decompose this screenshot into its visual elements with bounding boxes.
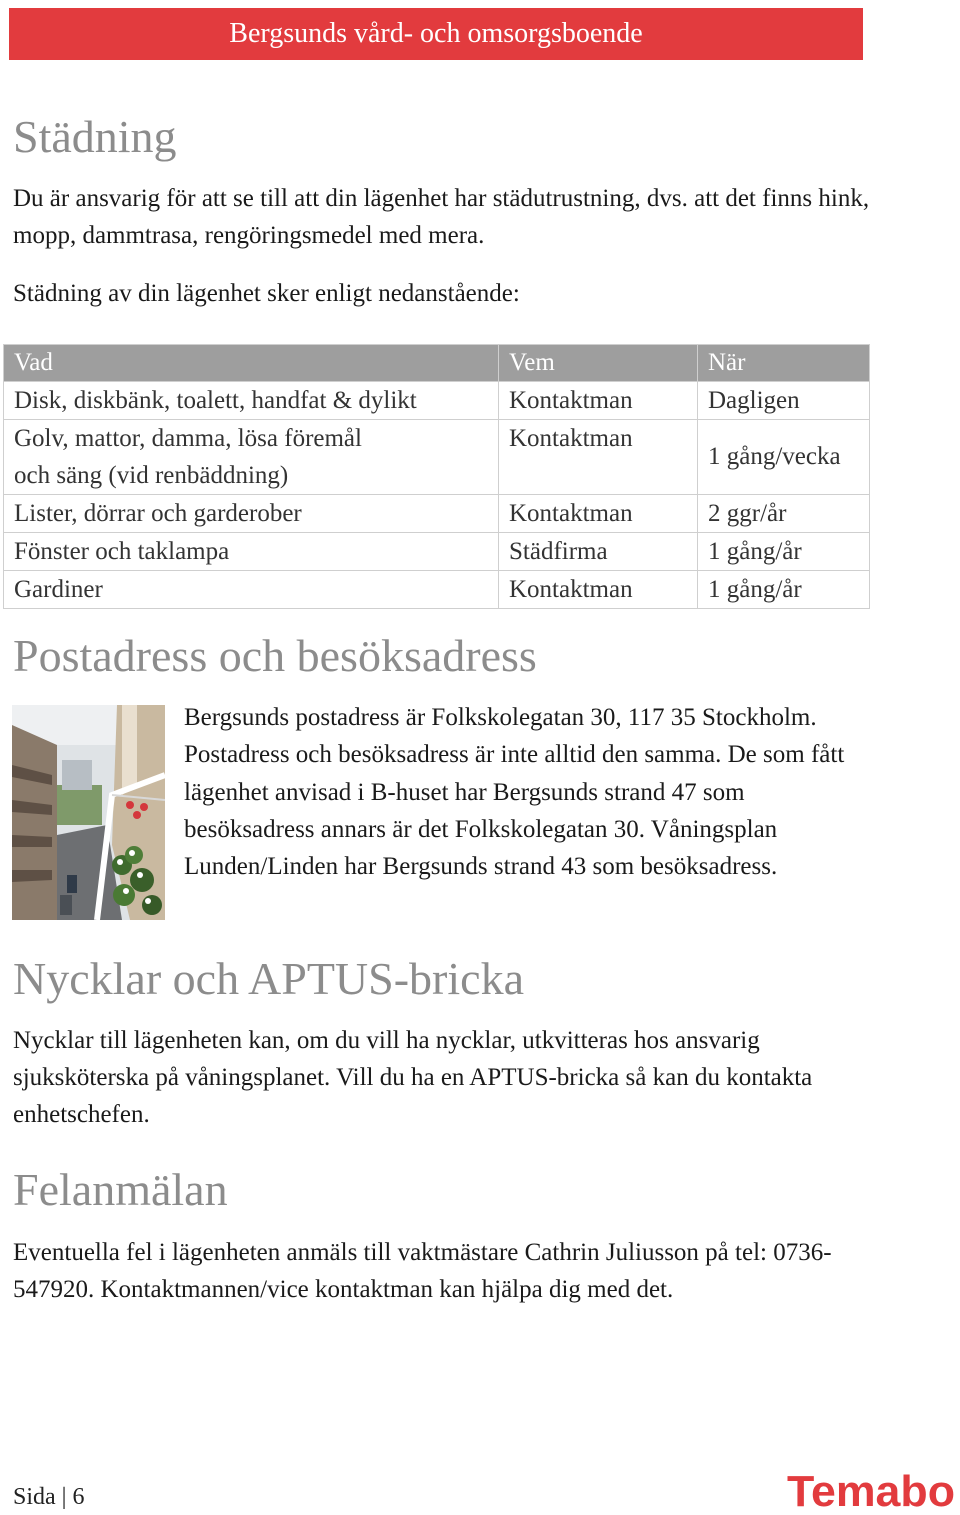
table-cell: 1 gång/år: [698, 571, 870, 609]
table-row: [4, 382, 870, 420]
table-cell: Gardiner: [4, 571, 499, 609]
balcony-street-photo: [12, 705, 165, 920]
table-row: [4, 495, 870, 533]
table-header: Vad: [4, 345, 499, 382]
cleaning-intro: Du är ansvarig för att se till att din lägenhet har städutrustning, dvs. att det finns hink, mopp, dammtrasa, rengöringsmedel med mera.: [13, 185, 870, 249]
table-cell: Dagligen: [698, 382, 870, 420]
cleaning-heading: Städning: [13, 111, 177, 162]
address-text: Bergsunds postadress är Folkskolegatan 30, 117 35 Stockholm. Postadress och besöksadress är inte alltid den samma. De som fått lägenhet anvisad i B-huset har Bergsunds strand 47 som besöksadress annars är det Folkskolegatan 30. Våningsplan Lunden/Linden har Bergsunds strand 43 som besöksadress.: [184, 704, 845, 881]
table-cell: Kontaktman: [499, 382, 698, 420]
address-heading: Postadress och besöksadress: [13, 630, 537, 681]
header-title: Bergsunds vård- och omsorgsboende: [229, 18, 643, 49]
cleaning-lead: Städning av din lägenhet sker enligt nedanstående:: [13, 280, 520, 307]
cleaning-table: [3, 344, 870, 609]
table-cell: Städfirma: [499, 533, 698, 571]
table-cell: Kontaktman: [499, 571, 698, 609]
table-header: När: [698, 345, 870, 382]
keys-heading: Nycklar och APTUS-bricka: [13, 953, 524, 1004]
table-row: [4, 420, 870, 495]
header-bar: [9, 8, 863, 60]
table-cell-line: Golv, mattor, damma, lösa föremål: [14, 425, 362, 452]
keys-text: Nycklar till lägenheten kan, om du vill ha nycklar, utkvitteras hos ansvarig sjuksköterska på våningsplanet. Vill du ha en APTUS-bricka så kan du kontakta enhetschefen.: [13, 1027, 813, 1128]
fault-text: Eventuella fel i lägenheten anmäls till vaktmästare Cathrin Juliusson på tel: 0736-547920. Kontaktmannen/vice kontaktman kan hjälpa dig med det.: [13, 1239, 832, 1303]
table-row: [4, 571, 870, 609]
table-cell: 1 gång/år: [698, 533, 870, 571]
table-cell: 1 gång/vecka: [698, 420, 870, 495]
table-cell: 2 ggr/år: [698, 495, 870, 533]
table-cell: Kontaktman: [499, 495, 698, 533]
page-number: Sida | 6: [13, 1484, 85, 1510]
table-cell: Disk, diskbänk, toalett, handfat & dylikt: [4, 382, 499, 420]
table-cell: Fönster och taklampa: [4, 533, 499, 571]
table-header-row: [4, 345, 870, 382]
table-cell: Lister, dörrar och garderober: [4, 495, 499, 533]
table-cell: [4, 420, 499, 495]
table-cell-line: och säng (vid renbäddning): [14, 462, 289, 489]
table-header: Vem: [499, 345, 698, 382]
temabo-logo: [787, 1470, 957, 1510]
fault-heading: Felanmälan: [13, 1164, 228, 1215]
table-row: [4, 533, 870, 571]
logo-text: Temabo: [787, 1470, 955, 1510]
table-cell: Kontaktman: [499, 420, 698, 495]
